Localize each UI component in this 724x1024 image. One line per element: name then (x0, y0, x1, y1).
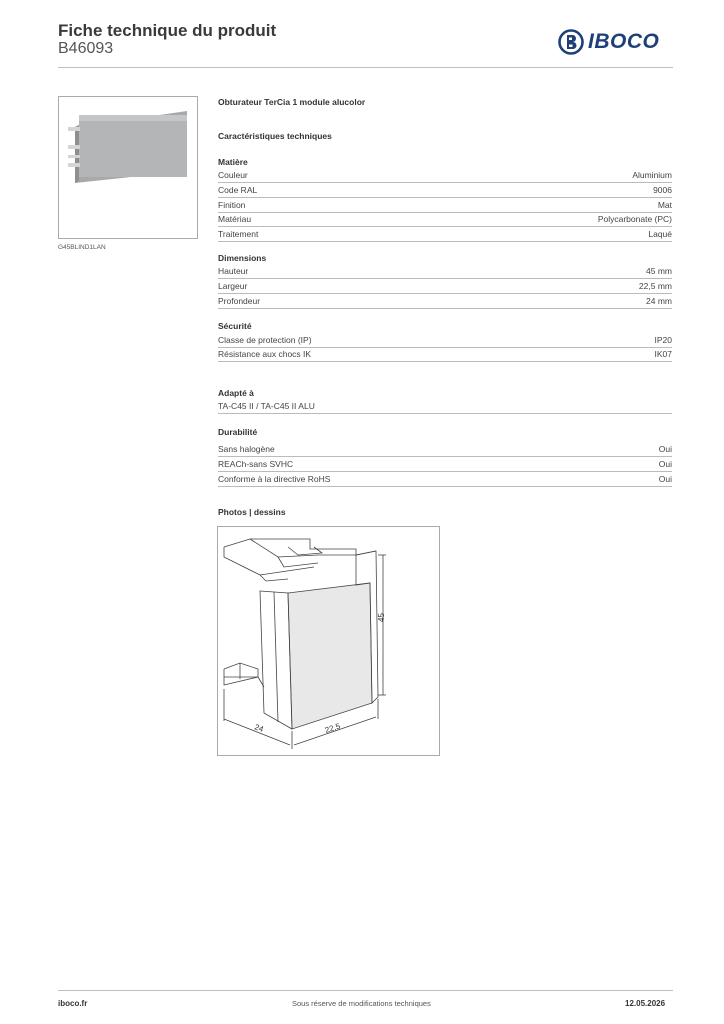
logo-text: IBOCO (588, 30, 660, 53)
spec-row (218, 347, 672, 362)
spec-label: Profondeur (218, 295, 261, 306)
spec-label: Finition (218, 199, 246, 210)
technical-drawing (217, 526, 440, 756)
spec-label: REACh-sans SVHC (218, 458, 294, 469)
footer-disclaimer: Sous réserve de modifications techniques (292, 999, 431, 1008)
dimension-width-label: 22,5 (323, 721, 342, 735)
photo-caption: G45BLIND1LAN (58, 244, 106, 251)
footer-website-link[interactable]: iboco.fr (58, 999, 88, 1008)
header-divider (58, 67, 673, 68)
spec-label: Sans halogène (218, 443, 275, 454)
section-title-durabilite: Durabilité (218, 427, 258, 437)
spec-value: Aluminium (632, 169, 672, 180)
spec-value: Oui (658, 473, 672, 484)
section-title-matiere: Matière (218, 157, 248, 167)
section-title-securite: Sécurité (218, 321, 252, 331)
spec-value: 9006 (653, 184, 672, 195)
specs-title: Caractéristiques techniques (218, 131, 332, 141)
spec-label: Code RAL (218, 184, 258, 195)
spec-row (218, 264, 672, 279)
spec-value: IK07 (654, 348, 672, 359)
spec-value: Oui (658, 458, 672, 469)
spec-row (218, 294, 672, 309)
spec-value: Oui (658, 443, 672, 454)
spec-value: Mat (657, 199, 672, 210)
spec-row (218, 333, 672, 348)
spec-label: Résistance aux chocs IK (218, 348, 312, 359)
spec-row (218, 212, 672, 227)
product-name: Obturateur TerCia 1 module alucolor (218, 97, 366, 107)
product-code: B46093 (58, 40, 114, 57)
spec-row (218, 457, 672, 472)
spec-value: 22,5 mm (638, 280, 672, 291)
spec-row (218, 227, 672, 242)
spec-value: IP20 (654, 334, 672, 345)
section-title-photos: Photos | dessins (218, 507, 286, 517)
spec-row (218, 198, 672, 213)
spec-value: 45 mm (646, 265, 672, 276)
section-title-adapte: Adapté à (218, 388, 254, 398)
spec-value: 24 mm (646, 295, 672, 306)
spec-label: Hauteur (218, 265, 249, 276)
product-photo-illustration (59, 97, 197, 238)
footer-divider (58, 990, 673, 991)
spec-label: Couleur (218, 169, 248, 180)
spec-row (218, 183, 672, 198)
footer-date: 12.05.2026 (625, 999, 666, 1008)
spec-value: Polycarbonate (PC) (597, 213, 672, 224)
dimension-height-label: 45 (377, 613, 386, 622)
spec-row (218, 472, 672, 487)
spec-label: Traitement (218, 228, 259, 239)
spec-row (218, 442, 672, 457)
iboco-logo[interactable] (558, 29, 659, 55)
iboco-logo-icon (558, 29, 584, 55)
section-title-dimensions: Dimensions (218, 253, 267, 263)
spec-label: TA-C45 II / TA-C45 II ALU (218, 400, 315, 411)
spec-row (218, 168, 672, 183)
spec-row (218, 279, 672, 294)
spec-label: Largeur (218, 280, 248, 291)
spec-label: Classe de protection (IP) (218, 334, 312, 345)
spec-label: Conforme à la directive RoHS (218, 473, 331, 484)
spec-row (218, 399, 672, 414)
technical-drawing-svg (218, 527, 439, 755)
page-title: Fiche technique du produit (58, 21, 277, 40)
dimension-depth-label: 24 (253, 722, 265, 734)
product-photo (58, 96, 198, 239)
spec-value: Laqué (648, 228, 672, 239)
spec-label: Matériau (218, 213, 252, 224)
